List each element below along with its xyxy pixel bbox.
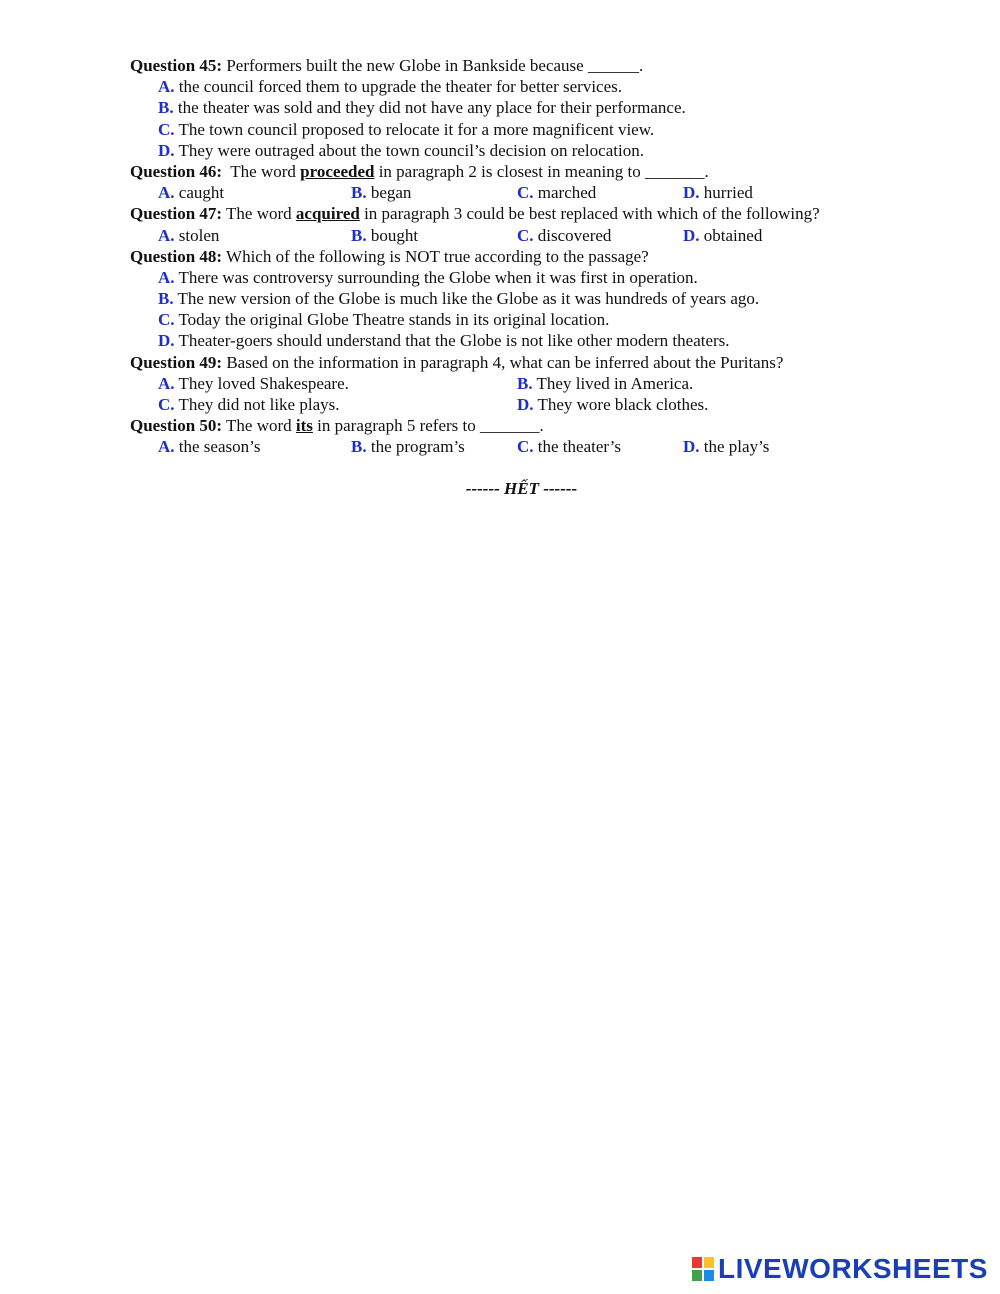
option-text: They lived in America. [532,373,694,393]
liveworksheets-logo[interactable] [692,1254,988,1284]
question-47-options [130,225,890,246]
option-letter: A. [158,183,175,203]
option-text: Theater-goers should understand that the Globe is not like other modern theaters. [174,331,730,351]
question-text: The word [222,416,296,436]
option-letter: B. [158,289,174,309]
question-text: Based on the information in paragraph 4, what can be inferred about the Puritans? [222,352,784,372]
question-48-option-c[interactable] [130,309,890,330]
option-text: caught [174,183,225,203]
question-48-stem [130,246,890,267]
question-45-option-b[interactable] [130,97,890,118]
question-46-option-c[interactable] [517,182,596,203]
question-46-option-b[interactable] [351,182,411,203]
option-text: The new version of the Globe is much like the Globe as it was hundreds of years ago. [173,289,760,309]
question-45-option-a[interactable] [130,76,890,97]
question-48-option-b[interactable] [130,288,890,309]
option-text: the theater’s [533,437,622,457]
option-text: bought [366,225,419,245]
option-letter: C. [158,310,175,330]
question-45-option-c[interactable] [130,119,890,140]
option-text: obtained [699,225,763,245]
question-49-option-b[interactable] [517,373,693,394]
question-50-option-a[interactable] [158,436,260,457]
worksheet-questions [130,55,890,458]
question-45-stem [130,55,890,76]
option-letter: A. [158,77,175,97]
option-letter: C. [517,225,534,245]
option-letter: C. [517,437,534,457]
question-label: Question 48: [130,246,223,266]
option-text: the season’s [174,437,261,457]
option-letter: B. [351,183,367,203]
option-text: They loved Shakespeare. [174,373,349,393]
question-47-option-a[interactable] [158,225,219,246]
option-letter: C. [158,119,175,139]
question-49-stem [130,352,890,373]
option-text: the theater was sold and they did not have any place for their performance. [173,98,686,118]
question-text: The word [222,161,301,181]
option-text: Today the original Globe Theatre stands in its original location. [174,310,610,330]
option-text: the council forced them to upgrade the theater for better services. [174,77,623,97]
option-text: stolen [174,225,220,245]
option-text: hurried [699,183,753,203]
question-50-option-c[interactable] [517,436,621,457]
question-50-options [130,436,890,457]
question-49-options-row-1 [130,373,890,394]
question-48-option-d[interactable] [130,330,890,351]
question-47-option-c[interactable] [517,225,611,246]
option-text: the play’s [699,437,770,457]
logo-wordmark: LIVEWORKSHEETS [718,1253,988,1284]
option-letter: A. [158,373,175,393]
keyword: its [295,416,313,436]
question-text: in paragraph 3 could be best replaced with which of the following? [359,204,820,224]
option-letter: C. [517,183,534,203]
option-text: began [366,183,412,203]
option-text: marched [533,183,597,203]
option-letter: A. [158,437,175,457]
question-46-option-a[interactable] [158,182,224,203]
option-letter: C. [158,395,175,414]
question-47-option-b[interactable] [351,225,418,246]
liveworksheets-logo-icon [692,1257,714,1281]
question-46-options [130,182,890,203]
question-45-option-d[interactable] [130,140,890,161]
question-49-option-c[interactable] [158,394,339,415]
question-50-option-d[interactable] [683,436,769,457]
option-text: The town council proposed to relocate it for a more magnificent view. [174,119,655,139]
question-label: Question 46: [130,161,223,181]
question-46-stem [130,161,890,182]
option-letter: B. [158,98,174,118]
option-letter: D. [683,437,700,457]
question-50-stem [130,415,890,436]
question-47-stem [130,203,890,224]
question-label: Question 47: [130,204,223,224]
question-text: in paragraph 2 is closest in meaning to _______. [374,161,709,181]
option-text: the program’s [366,437,465,457]
question-48-option-a[interactable] [130,267,890,288]
question-label: Question 50: [130,416,223,436]
option-text: They did not like plays. [174,395,340,414]
option-letter: B. [351,225,367,245]
question-text: Performers built the new Globe in Bankside because ______. [222,56,644,75]
question-46-option-d[interactable] [683,182,753,203]
question-49-option-d[interactable] [517,394,708,415]
option-letter: B. [517,373,533,393]
option-letter: D. [158,140,175,160]
question-text: The word [222,204,296,224]
question-text: Which of the following is NOT true according to the passage? [222,246,649,266]
option-letter: D. [683,183,700,203]
option-text: They were outraged about the town council’s decision on relocation. [174,140,644,160]
question-47-option-d[interactable] [683,225,762,246]
question-label: Question 45: [130,56,223,75]
option-text: There was controversy surrounding the Globe when it was first in operation. [174,267,698,287]
end-marker: ------ HẾT ------ [465,479,578,498]
option-letter: A. [158,225,175,245]
option-text: discovered [533,225,612,245]
option-letter: D. [683,225,700,245]
keyword: acquired [295,204,360,224]
question-label: Question 49: [130,352,223,372]
question-50-option-b[interactable] [351,436,465,457]
option-text: They wore black clothes. [533,395,709,414]
option-letter: D. [517,395,534,414]
option-letter: D. [158,331,175,351]
question-49-options-row-2 [130,394,890,415]
question-49-option-a[interactable] [158,373,349,394]
keyword: proceeded [300,161,375,181]
option-letter: B. [351,437,367,457]
option-letter: A. [158,267,175,287]
question-text: in paragraph 5 refers to _______. [312,416,544,436]
